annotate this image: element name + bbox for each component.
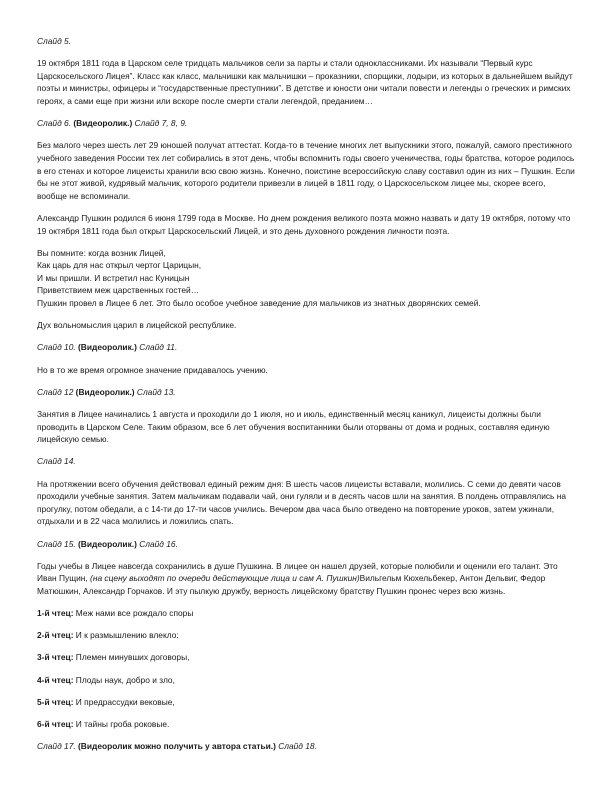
poem-line: Вы помните: когда возник Лицей, (37, 247, 166, 258)
slide-6-line (37, 117, 575, 130)
document-body (37, 35, 575, 762)
reader-line (37, 696, 575, 709)
slide-ref: Слайд 6. (37, 118, 72, 129)
reader-line (37, 607, 575, 620)
reader-label: 4-й чтец: (37, 674, 74, 685)
paragraph-friends (37, 560, 575, 598)
video-note: (Видеоролик.) (73, 386, 135, 397)
paragraph-graduation: Без малого через шесть лет 29 юношей получат аттестат. Когда-то в течение многих лет выпускники этого, пожалуй, самого престижного учебного заведения России тех лет собирались в этот день, чтобы вспомнить годы своего ученичества, годы братства, которое родилось в его стенах и которое лицеисты хранили всю свою жизнь. Конечно, поистине всероссийскую славу составил один из них – Пушкин. Если бы не этот живой, кудрявый мальчик, которого родители привезли в лицей в 1811 году, о Царскосельском лицее мы, скорее всего, вообще не вспоминали. (37, 140, 575, 201)
reader-label: 3-й чтец: (37, 652, 74, 663)
reader-text: И предрассудки вековые, (73, 696, 175, 707)
paragraph-daily-routine: На протяжении всего обучения действовал единый режим дня: В шесть часов лицеисты вставали, молились. С семи до девяти часов проходили учебные занятия. Затем мальчикам подавали чай, они гуляли и в десять часов шли на занятия. В полдень отправлялись на прогулку, потом обедали, а с 14-ти до 17-ти часов учились. Вечером два часа было отведено на повторение уроков, затем ужинали, отдыхали и в 22 часа молились и ложились спать. (37, 478, 567, 527)
stage-direction: (на сцену выходят по очереди действующие лица и сам А. Пушкин) (90, 573, 360, 584)
reader-label: 2-й чтец: (37, 630, 74, 641)
paragraph-lyceum-first-course: 19 октября 1811 года в Царском селе тридцать мальчиков сели за парты и стали одноклассниками. Их называли “Первый курс Царскосельского Лицея”. Класс как класс, мальчишки как мальчишки – проказники, спорщики, лодыри, из которых в дальнейшем выйдут поэты и министры, офицеры и “государственные преступники”. В детстве и юности они читали повести и легенды о греческих и римских героях, а сами еще при жизни или вскоре после смерти стали легендой, преданием… (37, 58, 573, 106)
slide-ref: Слайд 13. (134, 386, 176, 397)
reader-line (37, 718, 575, 731)
slide-ref: Слайд 15. (37, 538, 76, 549)
paragraph-pushkin-birth: Александр Пушкин родился 6 июня 1799 года в Москве. Но днем рождения великого поэта можно назвать и дату 19 октября, потому что 19 октября 1811 года был открыт Царскосельский Лицей, и это день духовного рождения личности поэта. (37, 212, 571, 236)
slide-14-label: Слайд 14. (37, 456, 76, 467)
reader-text: Меж нами все рождало споры (73, 608, 194, 619)
reader-line (37, 651, 575, 664)
reader-text: Плоды наук, добро и зло, (73, 674, 175, 685)
slide-15-line (37, 538, 575, 551)
poem-line: Приветствием меж царственных гостей… (37, 285, 200, 296)
video-note: (Видеоролик.) (75, 538, 137, 549)
poem-line: И мы пришли. И встретил нас Куницын (37, 272, 190, 283)
slide-ref: Слайд 12 (37, 386, 74, 397)
slide-10-line (37, 341, 575, 354)
reader-label: 6-й чтец: (37, 719, 74, 730)
reader-label: 5-й чтец: (37, 696, 74, 707)
video-note: (Видеоролик.) (75, 342, 137, 353)
text-run: Вильгельм Кюхельбекер, Антон Дельвиг, Федор Матюшкин, Александр Горчаков. И эту пылкую дружбу, верность лицейскому братству Пушкин пронес через всю жизнь. (37, 573, 546, 596)
slide-ref: Слайд 17. (37, 741, 76, 752)
paragraph-schedule-year: Занятия в Лицее начинались 1 августа и проходили до 1 июля, но и июль, единственный месяц каникул, лицеисты должны были проводить в Царском Селе. Таким образом, все 6 лет обучения воспитанники были оторваны от дома и родных, составляя единую лицейскую семью. (37, 409, 550, 445)
slide-ref: Слайд 18. (275, 741, 317, 752)
reader-text: И к размышлению влекло: (73, 630, 179, 641)
slide-17-line (37, 740, 575, 753)
reader-text: И тайны гроба роковые. (73, 719, 170, 730)
reader-text: Племен минувших договоры, (73, 652, 190, 663)
paragraph-six-years: Пушкин провел в Лицее 6 лет. Это было особое учебное заведение для мальчиков из знатных дворянских семей. (37, 298, 481, 309)
slide-ref: Слайд 16. (136, 538, 178, 549)
reader-line (37, 629, 575, 642)
video-note: (Видеоролик.) (71, 118, 133, 129)
slide-5-label: Слайд 5. (37, 36, 72, 46)
slide-12-line (37, 386, 575, 399)
poem-line: Как царь для нас открыл чертог Царицын, (37, 260, 202, 271)
video-note: (Видеоролик можно получить у автора статьи.) (75, 741, 276, 752)
poem-and-lyceum-note (37, 247, 575, 310)
slide-ref: Слайд 10. (37, 342, 76, 353)
paragraph-freethinking: Дух вольномыслия царил в лицейской республике. (37, 320, 237, 331)
slide-ref: Слайд 11. (136, 342, 178, 353)
reader-label: 1-й чтец: (37, 608, 74, 619)
reader-line (37, 674, 575, 687)
slide-ref: Слайд 7, 8, 9. (132, 118, 188, 129)
paragraph-study-importance: Но в то же время огромное значение придавалось учению. (37, 364, 268, 375)
text-run: Годы учебы в Лицее навсегда сохранились в душе Пушкина. В лицее он нашел друзей, которые полюбили и оценили его талант. Это Иван Пущин, (37, 560, 558, 584)
